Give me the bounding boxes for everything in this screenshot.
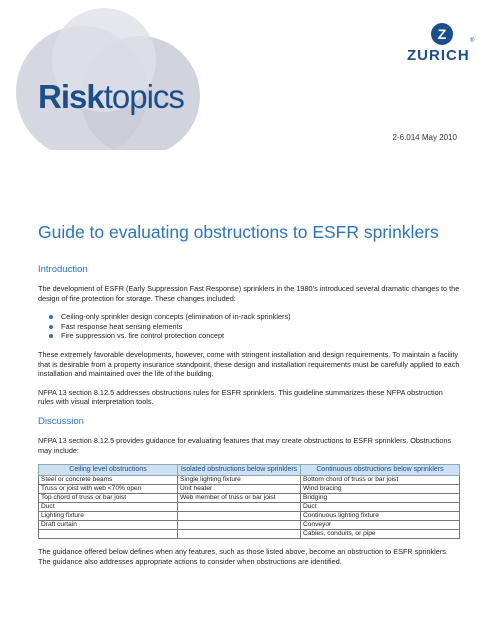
obstructions-table — [38, 464, 460, 539]
table-row — [39, 485, 460, 494]
table-cell — [178, 512, 301, 521]
page-title: Guide to evaluating obstructions to ESFR sprinklers — [38, 222, 439, 242]
table-cell: Web member of truss or bar joist — [178, 494, 301, 503]
document-reference: 2-6.014 May 2010 — [392, 133, 457, 142]
table-cell: Duct — [301, 503, 460, 512]
table-cell: Steel or concrete beams — [39, 476, 178, 485]
table-row — [39, 503, 460, 512]
discussion-paragraph-1: NFPA 13 section 8.12.5 provides guidance for evaluating features that may create obstructions to ESFR sprinklers. Obstructions may include: — [38, 435, 452, 455]
table-cell: Cables, conduits, or pipe — [301, 530, 460, 539]
table-cell: Top chord of truss or bar joist — [39, 494, 178, 503]
table-cell: Lighting fixture — [39, 512, 178, 521]
introduction-paragraph-2: These extremely favorable developments, however, come with stringent installation and design requirements. To maintain a facility that is desirable from a property insurance standpoint, these design and installation requirements must be carefully applied to each installation and maintained over the life of the building. — [38, 349, 460, 379]
registered-mark: ® — [470, 38, 475, 44]
brand-part-risk: Risk — [38, 78, 104, 115]
table-cell: Bridging — [301, 494, 460, 503]
brand-part-topics: topics — [103, 78, 184, 115]
risktopics-wordmark — [38, 80, 184, 113]
table-cell — [178, 521, 301, 530]
bullet-dot-icon — [49, 315, 53, 319]
table-cell: Continuous lighting fixture — [301, 512, 460, 521]
bullet-text: Ceiling-only sprinkler design concepts (elimination of in-rack sprinklers) — [61, 312, 291, 322]
table-cell — [178, 503, 301, 512]
discussion-heading: Discussion — [38, 415, 84, 427]
column-header-ceiling: Ceiling level obstructions — [39, 465, 178, 476]
table-header-row — [39, 465, 460, 476]
table-cell: Conveyor — [301, 521, 460, 530]
introduction-paragraph-1: The development of ESFR (Early Suppression Fast Response) sprinklers in the 1980’s introduced several dramatic changes to the design of fire protection for storage. These changes included: — [38, 284, 460, 303]
introduction-heading: Introduction — [38, 264, 88, 275]
bullet-dot-icon — [49, 334, 53, 338]
bullet-text: Fire suppression vs. fire control protection concept — [61, 331, 225, 341]
table-row — [39, 521, 460, 530]
overlapping-circles-graphic — [0, 0, 210, 150]
table-cell: Draft curtain — [39, 521, 178, 530]
table-cell: Single lighting fixture — [178, 476, 301, 485]
bullet-dot-icon — [49, 325, 53, 329]
page-header — [0, 0, 495, 150]
column-header-continuous: Continuous obstructions below sprinklers — [301, 465, 460, 476]
table-row — [39, 494, 460, 503]
zurich-logo-symbol: Z — [437, 26, 447, 42]
bullet-text: Fast response heat sensing elements — [61, 321, 183, 331]
table-cell: Truss or joist with web <70% open — [39, 485, 178, 494]
column-header-isolated: Isolated obstructions below sprinklers — [178, 465, 301, 476]
table-row — [39, 530, 460, 539]
introduction-bullet-list — [38, 312, 460, 341]
table-cell — [178, 530, 301, 539]
table-cell: Duct — [39, 503, 178, 512]
table-cell: Wind bracing — [301, 485, 460, 494]
table-row — [39, 476, 460, 485]
table-cell — [39, 530, 178, 539]
zurich-wordmark: ZURICH — [407, 47, 470, 64]
introduction-paragraph-3: NFPA 13 section 8.12.5 addresses obstructions rules for ESFR sprinklers. This guideline summarizes these NFPA obstruction rules with visual interpretation tools. — [38, 387, 443, 407]
document-body — [38, 264, 460, 575]
bullet-item — [49, 322, 460, 332]
table-cell: Unit heater — [178, 485, 301, 494]
bullet-item — [49, 312, 460, 322]
discussion-paragraph-2: The guidance offered below defines when any features, such as those listed above, become an obstruction to ESFR sprinklers. The guidance also addresses appropriate actions to consider when obstructions are identified. — [38, 547, 448, 566]
table-row — [39, 512, 460, 521]
bullet-item — [49, 331, 460, 341]
table-cell: Bottom chord of truss or bar joist — [301, 476, 460, 485]
